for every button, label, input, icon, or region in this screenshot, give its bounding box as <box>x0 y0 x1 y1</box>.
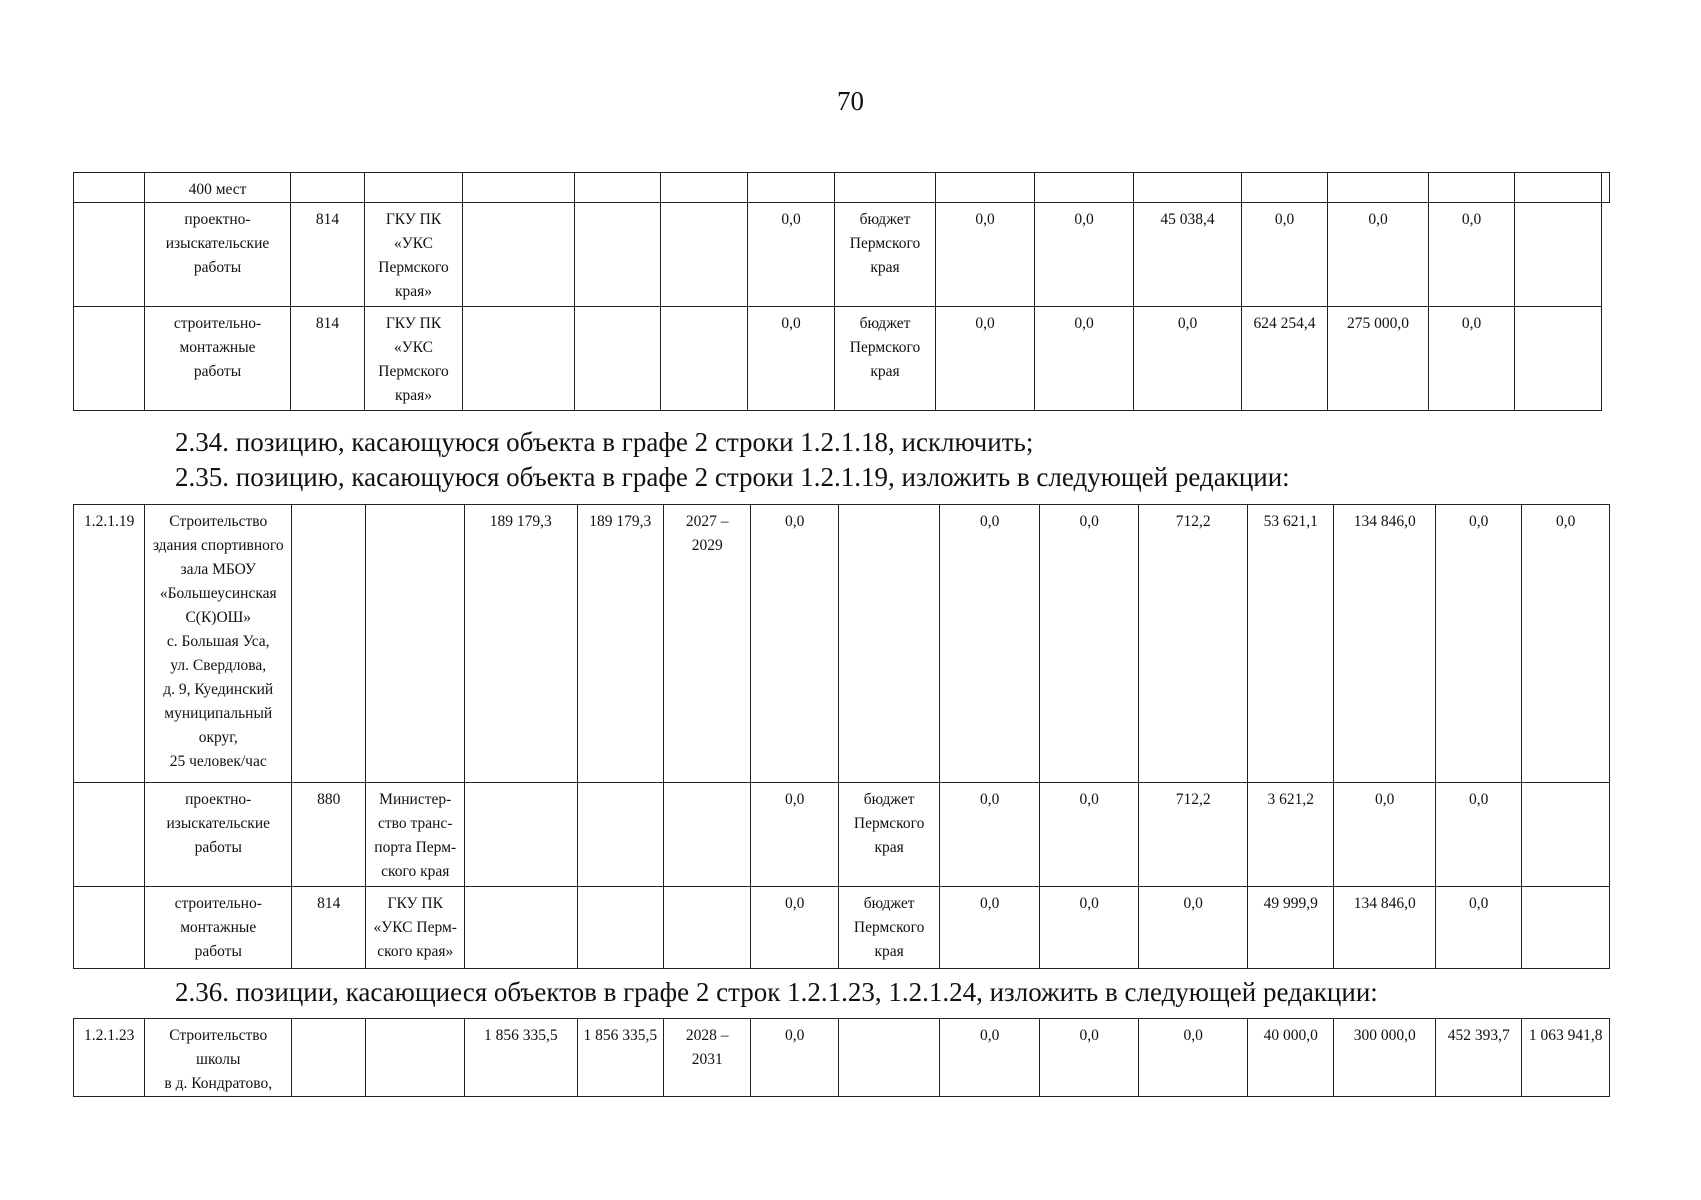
table-cell: 0,0 <box>936 203 1035 307</box>
table-cell <box>1328 173 1429 203</box>
table-cell <box>748 173 835 203</box>
table-cell: 0,0 <box>1435 783 1521 887</box>
table-cell: 0,0 <box>748 307 835 411</box>
table-cell <box>74 173 145 203</box>
table-cell: 0,0 <box>940 887 1040 969</box>
table-cell: 814 <box>291 307 365 411</box>
table-cell: 814 <box>291 203 365 307</box>
paragraph-2-35: 2.35. позицию, касающуюся объекта в графе 2 строки 1.2.1.19, изложить в следующей редакции: <box>175 462 1290 492</box>
table-row <box>74 173 1610 203</box>
table-cell: 3 621,2 <box>1248 783 1334 887</box>
table-row <box>74 505 1610 783</box>
table-cell <box>366 1019 465 1097</box>
table-cell: строительно- монтажные работы <box>145 307 291 411</box>
table-cell: 49 999,9 <box>1248 887 1334 969</box>
table-cell: 2028 – 2031 <box>664 1019 751 1097</box>
table-cell: 0,0 <box>1522 505 1610 783</box>
table-cell <box>463 173 575 203</box>
table-cell <box>74 203 145 307</box>
table-cell: 0,0 <box>1039 1019 1139 1097</box>
table-cell <box>577 887 663 969</box>
table-cell: 0,0 <box>1429 203 1515 307</box>
table-cell: 0,0 <box>1035 203 1134 307</box>
table-cell <box>1515 307 1602 411</box>
table-cell <box>664 887 751 969</box>
table-cell: 0,0 <box>751 887 838 969</box>
table-cell <box>661 203 748 307</box>
table-cell: ГКУ ПК «УКС Пермского края» <box>365 307 463 411</box>
table-cell <box>1522 783 1610 887</box>
table-cell: 400 мест <box>145 173 291 203</box>
table-cell: бюджет Пермского края <box>835 203 936 307</box>
table-cell <box>463 203 575 307</box>
table-cell: 0,0 <box>1334 783 1436 887</box>
table-cell <box>365 173 463 203</box>
table-cell <box>1035 173 1134 203</box>
table-cell: 0,0 <box>1139 1019 1248 1097</box>
table-cell: 53 621,1 <box>1248 505 1334 783</box>
table-cell: бюджет Пермского края <box>838 887 940 969</box>
table-cell: 40 000,0 <box>1248 1019 1334 1097</box>
table-cell <box>838 505 940 783</box>
table-cell: ГКУ ПК «УКС Перм- ского края» <box>366 887 465 969</box>
table-cell: 0,0 <box>1242 203 1328 307</box>
table-cell: 134 846,0 <box>1334 887 1436 969</box>
table-row <box>74 1019 1610 1097</box>
table-cell: 0,0 <box>1328 203 1429 307</box>
table-cell: бюджет Пермского края <box>835 307 936 411</box>
table-cell: 0,0 <box>1134 307 1242 411</box>
table-cell <box>575 173 661 203</box>
table-row <box>74 783 1610 887</box>
table-row <box>74 887 1610 969</box>
table-row <box>74 203 1610 307</box>
table-cell: 2027 – 2029 <box>664 505 751 783</box>
table-cell: 0,0 <box>1429 307 1515 411</box>
table-cell <box>1242 173 1328 203</box>
table-cell: 0,0 <box>1435 887 1521 969</box>
table-cell: строительно- монтажные работы <box>145 887 292 969</box>
table-cell: Строительство здания спортивного зала МБОУ «Большеусинская С(К)ОШ» с. Большая Уса, ул. Свердлова, д. 9, Куединский муниципальный округ, 25 человек/час <box>145 505 292 783</box>
table-cell <box>1522 887 1610 969</box>
table-cell <box>292 1019 366 1097</box>
table-cell: 712,2 <box>1139 505 1248 783</box>
table-cell <box>463 307 575 411</box>
table-cell <box>664 783 751 887</box>
table-cell <box>661 307 748 411</box>
table-cell: Министер- ство транс- порта Перм- ского края <box>366 783 465 887</box>
table-cell: 0,0 <box>751 1019 838 1097</box>
table-cell <box>291 173 365 203</box>
paragraph-2-36: 2.36. позиции, касающиеся объектов в графе 2 строк 1.2.1.23, 1.2.1.24, изложить в следующей редакции: <box>175 977 1378 1007</box>
page-number: 70 <box>837 86 864 116</box>
table-cell: проектно- изыскательские работы <box>145 783 292 887</box>
table-cell: 814 <box>292 887 366 969</box>
table-cell: 1.2.1.23 <box>74 1019 145 1097</box>
table-cell: 1 856 335,5 <box>577 1019 663 1097</box>
table-cell <box>577 783 663 887</box>
table-cell <box>366 505 465 783</box>
table-cell: 300 000,0 <box>1334 1019 1436 1097</box>
table-cell <box>835 173 936 203</box>
table-cell <box>1429 173 1515 203</box>
table-cell: 0,0 <box>751 783 838 887</box>
table-cell <box>1515 173 1602 203</box>
table-cell: 880 <box>292 783 366 887</box>
table-cell <box>936 173 1035 203</box>
table-cell: проектно- изыскательские работы <box>145 203 291 307</box>
table-1 <box>73 172 1610 411</box>
table-cell: 0,0 <box>940 505 1040 783</box>
table-cell <box>1134 173 1242 203</box>
table-cell <box>464 887 577 969</box>
table-cell <box>74 783 145 887</box>
table-cell: бюджет Пермского края <box>838 783 940 887</box>
table-cell: 0,0 <box>940 1019 1040 1097</box>
table-cell: 0,0 <box>936 307 1035 411</box>
table-3 <box>73 1018 1610 1097</box>
paragraph-2-34: 2.34. позицию, касающуюся объекта в графе 2 строки 1.2.1.18, исключить; <box>175 427 1034 457</box>
table-cell: 1 063 941,8 <box>1522 1019 1610 1097</box>
table-cell: 189 179,3 <box>464 505 577 783</box>
table-cell: 452 393,7 <box>1435 1019 1521 1097</box>
table-cell <box>464 783 577 887</box>
table-cell: 0,0 <box>1435 505 1521 783</box>
table-cell <box>575 307 661 411</box>
table-cell: ГКУ ПК «УКС Пермского края» <box>365 203 463 307</box>
table-cell: 0,0 <box>1039 887 1139 969</box>
table-cell: Строительство школы в д. Кондратово, <box>145 1019 292 1097</box>
table-cell <box>74 887 145 969</box>
table-cell <box>661 173 748 203</box>
table-cell: 1.2.1.19 <box>74 505 145 783</box>
table-cell: 712,2 <box>1139 783 1248 887</box>
table-cell: 0,0 <box>1035 307 1134 411</box>
table-row <box>74 307 1610 411</box>
table-cell <box>1602 173 1610 203</box>
table-cell: 0,0 <box>1039 783 1139 887</box>
table-2 <box>73 504 1610 969</box>
table-cell: 275 000,0 <box>1328 307 1429 411</box>
table-cell: 0,0 <box>1139 887 1248 969</box>
table-cell <box>292 505 366 783</box>
table-cell: 624 254,4 <box>1242 307 1328 411</box>
table-cell: 134 846,0 <box>1334 505 1436 783</box>
table-cell: 1 856 335,5 <box>464 1019 577 1097</box>
table-cell: 189 179,3 <box>577 505 663 783</box>
table-cell: 0,0 <box>751 505 838 783</box>
table-cell: 0,0 <box>748 203 835 307</box>
table-cell: 0,0 <box>1039 505 1139 783</box>
table-cell <box>74 307 145 411</box>
table-cell <box>575 203 661 307</box>
table-cell: 45 038,4 <box>1134 203 1242 307</box>
table-cell <box>1515 203 1602 307</box>
table-cell: 0,0 <box>940 783 1040 887</box>
table-cell <box>838 1019 940 1097</box>
